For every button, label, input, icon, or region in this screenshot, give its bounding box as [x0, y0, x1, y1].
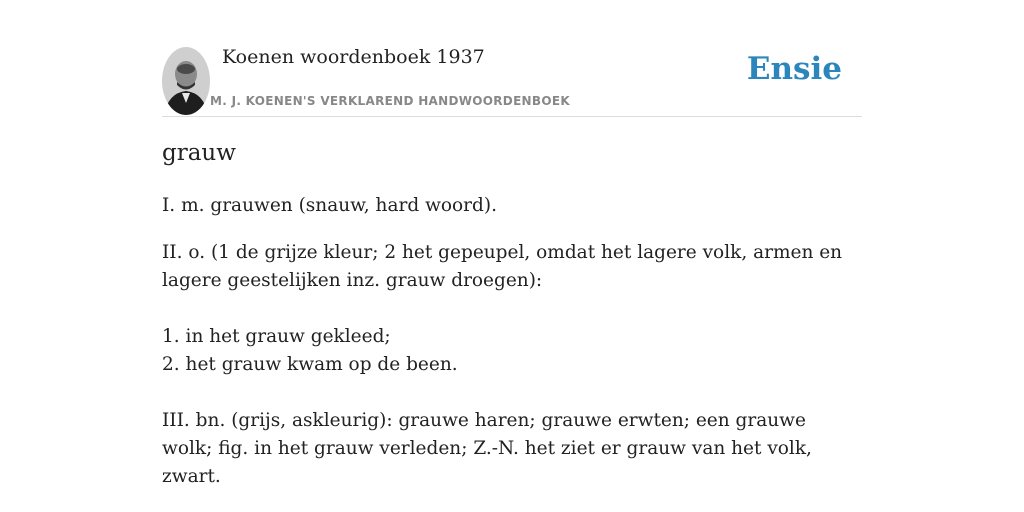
author-portrait-icon [162, 47, 210, 115]
sense-2: II. o. (1 de grijze kleur; 2 het gepeupel, omdat het lagere volk, armen en lagere geestelijken inz. grauw droegen): [162, 242, 843, 291]
example-list [162, 323, 862, 379]
book-title[interactable]: Koenen woordenboek 1937 [222, 46, 485, 68]
ensie-logo-link[interactable]: Ensie [746, 51, 842, 87]
book-subtitle: M. J. KOENEN'S VERKLAREND HANDWOORDENBOEK [210, 94, 570, 108]
example-item: 1. in het grauw gekleed; [162, 326, 391, 347]
entry-body [162, 192, 862, 510]
entry-headword: grauw [162, 140, 236, 166]
sense-1: I. m. grauwen (snauw, hard woord). [162, 195, 497, 216]
sense-3: III. bn. (grijs, askleurig): grauwe haren; grauwe erwten; een grauwe wolk; fig. in het grauw verleden; Z.-N. het ziet er grauw van het volk, zwart. [162, 410, 812, 487]
example-item: 2. het grauw kwam op de been. [162, 354, 458, 375]
dictionary-header [162, 40, 862, 117]
